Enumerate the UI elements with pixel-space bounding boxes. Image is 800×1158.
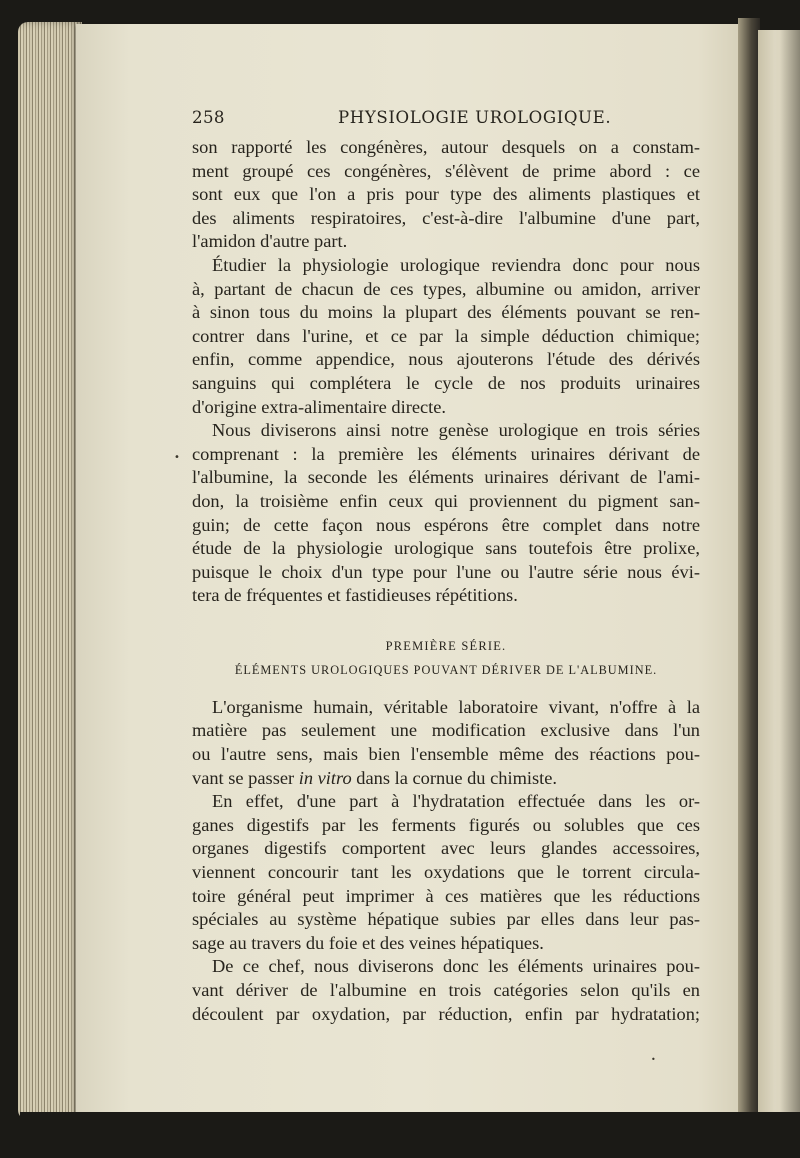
text-line: comprenant : la première les éléments urinaires dérivant de [192, 443, 700, 464]
text-line: De ce chef, nous diviserons donc les éléments urinaires pou- [212, 956, 700, 977]
running-title: PHYSIOLOGIE UROLOGIQUE. [338, 108, 612, 127]
paragraph [192, 790, 700, 955]
facing-page-shadow [780, 30, 800, 1120]
section-spacer [192, 682, 700, 696]
section-title: PREMIÈRE SÉRIE. [385, 638, 507, 653]
text-line: l'albumine, la seconde les éléments urinaires dérivant de l'ami- [192, 467, 700, 488]
paragraph [192, 419, 700, 608]
text-line: Étudier la physiologie urologique reviendra donc pour nous [212, 254, 700, 275]
section-subtitle: ÉLÉMENTS UROLOGIQUES POUVANT DÉRIVER DE L'ALBUMINE. [234, 662, 658, 677]
text-line: toire général peut imprimer à ces matières que les réductions [192, 885, 700, 906]
text-line: organes digestifs comportent avec leurs glandes accessoires, [192, 838, 700, 859]
page-text-block [192, 108, 700, 1026]
text-line: à, partant de chacun de ces types, albumine ou amidon, arriver [192, 278, 700, 299]
page-speck: • [651, 1055, 656, 1064]
text-line: contrer dans l'urine, et ce par la simple déduction chimique; [192, 325, 700, 346]
text-line: ment groupé ces congénères, s'élèvent de prime abord : ce [192, 160, 700, 181]
text-line: découlent par oxydation, par réduction, enfin par hydratation; [192, 1003, 700, 1024]
paragraph [192, 955, 700, 1026]
text-line: En effet, d'une part à l'hydratation effectuée dans les or- [212, 791, 700, 812]
text-line: l'amidon d'autre part. [192, 231, 348, 252]
section-spacer [192, 608, 700, 634]
text-line: guin; de cette façon nous espérons être complet dans notre [192, 514, 700, 535]
text-line: vant dériver de l'albumine en trois catégories selon qu'ils en [192, 980, 700, 1000]
text-line: Nous diviserons ainsi notre genèse urologique en trois séries [212, 420, 700, 441]
page-number: 258 [192, 108, 225, 127]
paragraph [192, 254, 700, 419]
text-line-with-italic [192, 767, 700, 791]
text-line: d'origine extra-alimentaire directe. [192, 396, 447, 417]
text-line: viennent concourir tant les oxydations que le torrent circula- [192, 862, 700, 883]
book-gutter [738, 18, 760, 1118]
text-line: des aliments respiratoires, c'est-à-dire l'albumine d'une part, [192, 207, 700, 228]
text-fragment: vant se passer [192, 767, 299, 788]
text-fragment: dans la cornue du chimiste. [351, 767, 558, 788]
text-line: sanguins qui complétera le cycle de nos produits urinaires [192, 372, 700, 393]
text-line: spéciales au système hépatique subies par elles dans leur pas- [192, 909, 700, 930]
text-line: don, la troisième enfin ceux qui proviennent du pigment san- [192, 490, 700, 511]
bottom-background [20, 1112, 800, 1158]
running-header [192, 108, 700, 136]
page-edges [18, 22, 82, 1120]
text-line: étude de la physiologie urologique sans toutefois être prolixe, [192, 538, 700, 559]
text-line: matière pas seulement une modification exclusive dans l'un [192, 720, 700, 741]
margin-dot: • [174, 452, 180, 463]
text-line: sont eux que l'on a pris pour type des aliments plastiques et [192, 184, 700, 205]
paragraph [192, 696, 700, 790]
text-line: tera de fréquentes et fastidieuses répétitions. [192, 585, 518, 606]
text-line: enfin, comme appendice, nous ajouterons l'étude des dérivés [192, 349, 700, 370]
text-line: à sinon tous du moins la plupart des éléments pouvant se ren- [192, 302, 700, 323]
text-line: ou l'autre sens, mais bien l'ensemble même des réactions pou- [192, 744, 700, 765]
text-line: ganes digestifs par les ferments figurés ou solubles que ces [192, 814, 700, 835]
text-line: puisque le choix d'un type pour l'une ou l'autre série nous évi- [192, 561, 700, 582]
italic-term: in vitro [298, 767, 352, 788]
paragraph [192, 136, 700, 254]
text-line: L'organisme humain, véritable laboratoire vivant, n'offre à la [212, 696, 700, 717]
text-line: sage au travers du foie et des veines hépatiques. [192, 932, 544, 953]
text-line: son rapporté les congénères, autour desquels on a constam- [192, 137, 700, 157]
